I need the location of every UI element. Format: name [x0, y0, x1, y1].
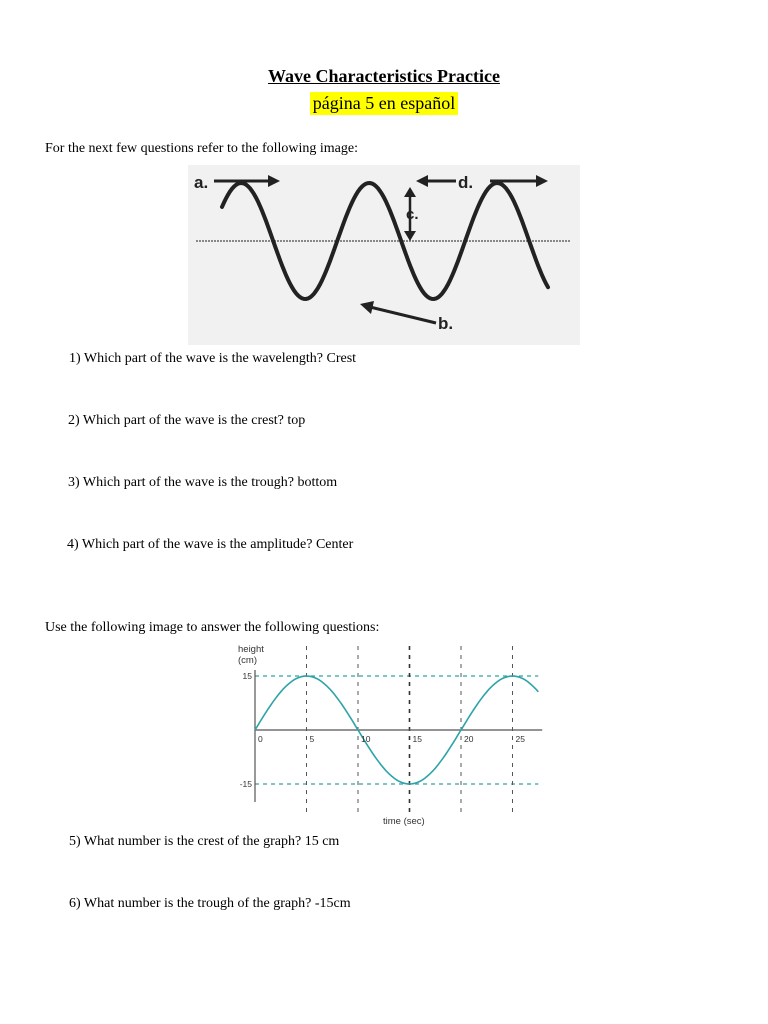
wave-diagram	[188, 165, 580, 345]
y-tick-label: 15	[242, 671, 252, 681]
y-tick-label: -15	[239, 779, 252, 789]
x-tick-label: 5	[309, 734, 315, 744]
subtitle-wrap	[0, 92, 768, 115]
question-2: 2) Which part of the wave is the crest? top	[68, 413, 306, 428]
label-b: b.	[438, 314, 454, 333]
x-axis-label: time (sec)	[383, 816, 425, 827]
page-title: Wave Characteristics Practice	[268, 66, 500, 86]
question-5: 5) What number is the crest of the graph? 15 cm	[69, 834, 340, 849]
x-tick-label: 10	[361, 734, 371, 744]
label-a: a.	[194, 173, 209, 192]
y-axis-label-line1: height	[238, 644, 264, 655]
chart-layer	[240, 646, 543, 814]
x-tick-label: 15	[412, 734, 422, 744]
x-tick-label: 25	[515, 734, 525, 744]
diagram-background	[188, 165, 580, 345]
height-time-chart	[225, 640, 545, 830]
question-4: 4) Which part of the wave is the amplitude? Center	[67, 537, 354, 552]
label-c: c.	[406, 206, 419, 223]
question-3: 3) Which part of the wave is the trough? bottom	[68, 475, 338, 490]
question-1: 1) Which part of the wave is the wavelength? Crest	[69, 351, 357, 366]
question-6: 6) What number is the trough of the graph? -15cm	[69, 896, 351, 911]
x-tick-label: 20	[464, 734, 474, 744]
label-d: d.	[458, 173, 474, 192]
page-subtitle: página 5 en español	[310, 92, 458, 115]
section2-instruction: Use the following image to answer the following questions:	[45, 620, 380, 635]
y-axis-label-line2: (cm)	[238, 655, 257, 666]
x-tick-label: 0	[258, 734, 263, 744]
section1-instruction: For the next few questions refer to the following image:	[45, 141, 358, 156]
